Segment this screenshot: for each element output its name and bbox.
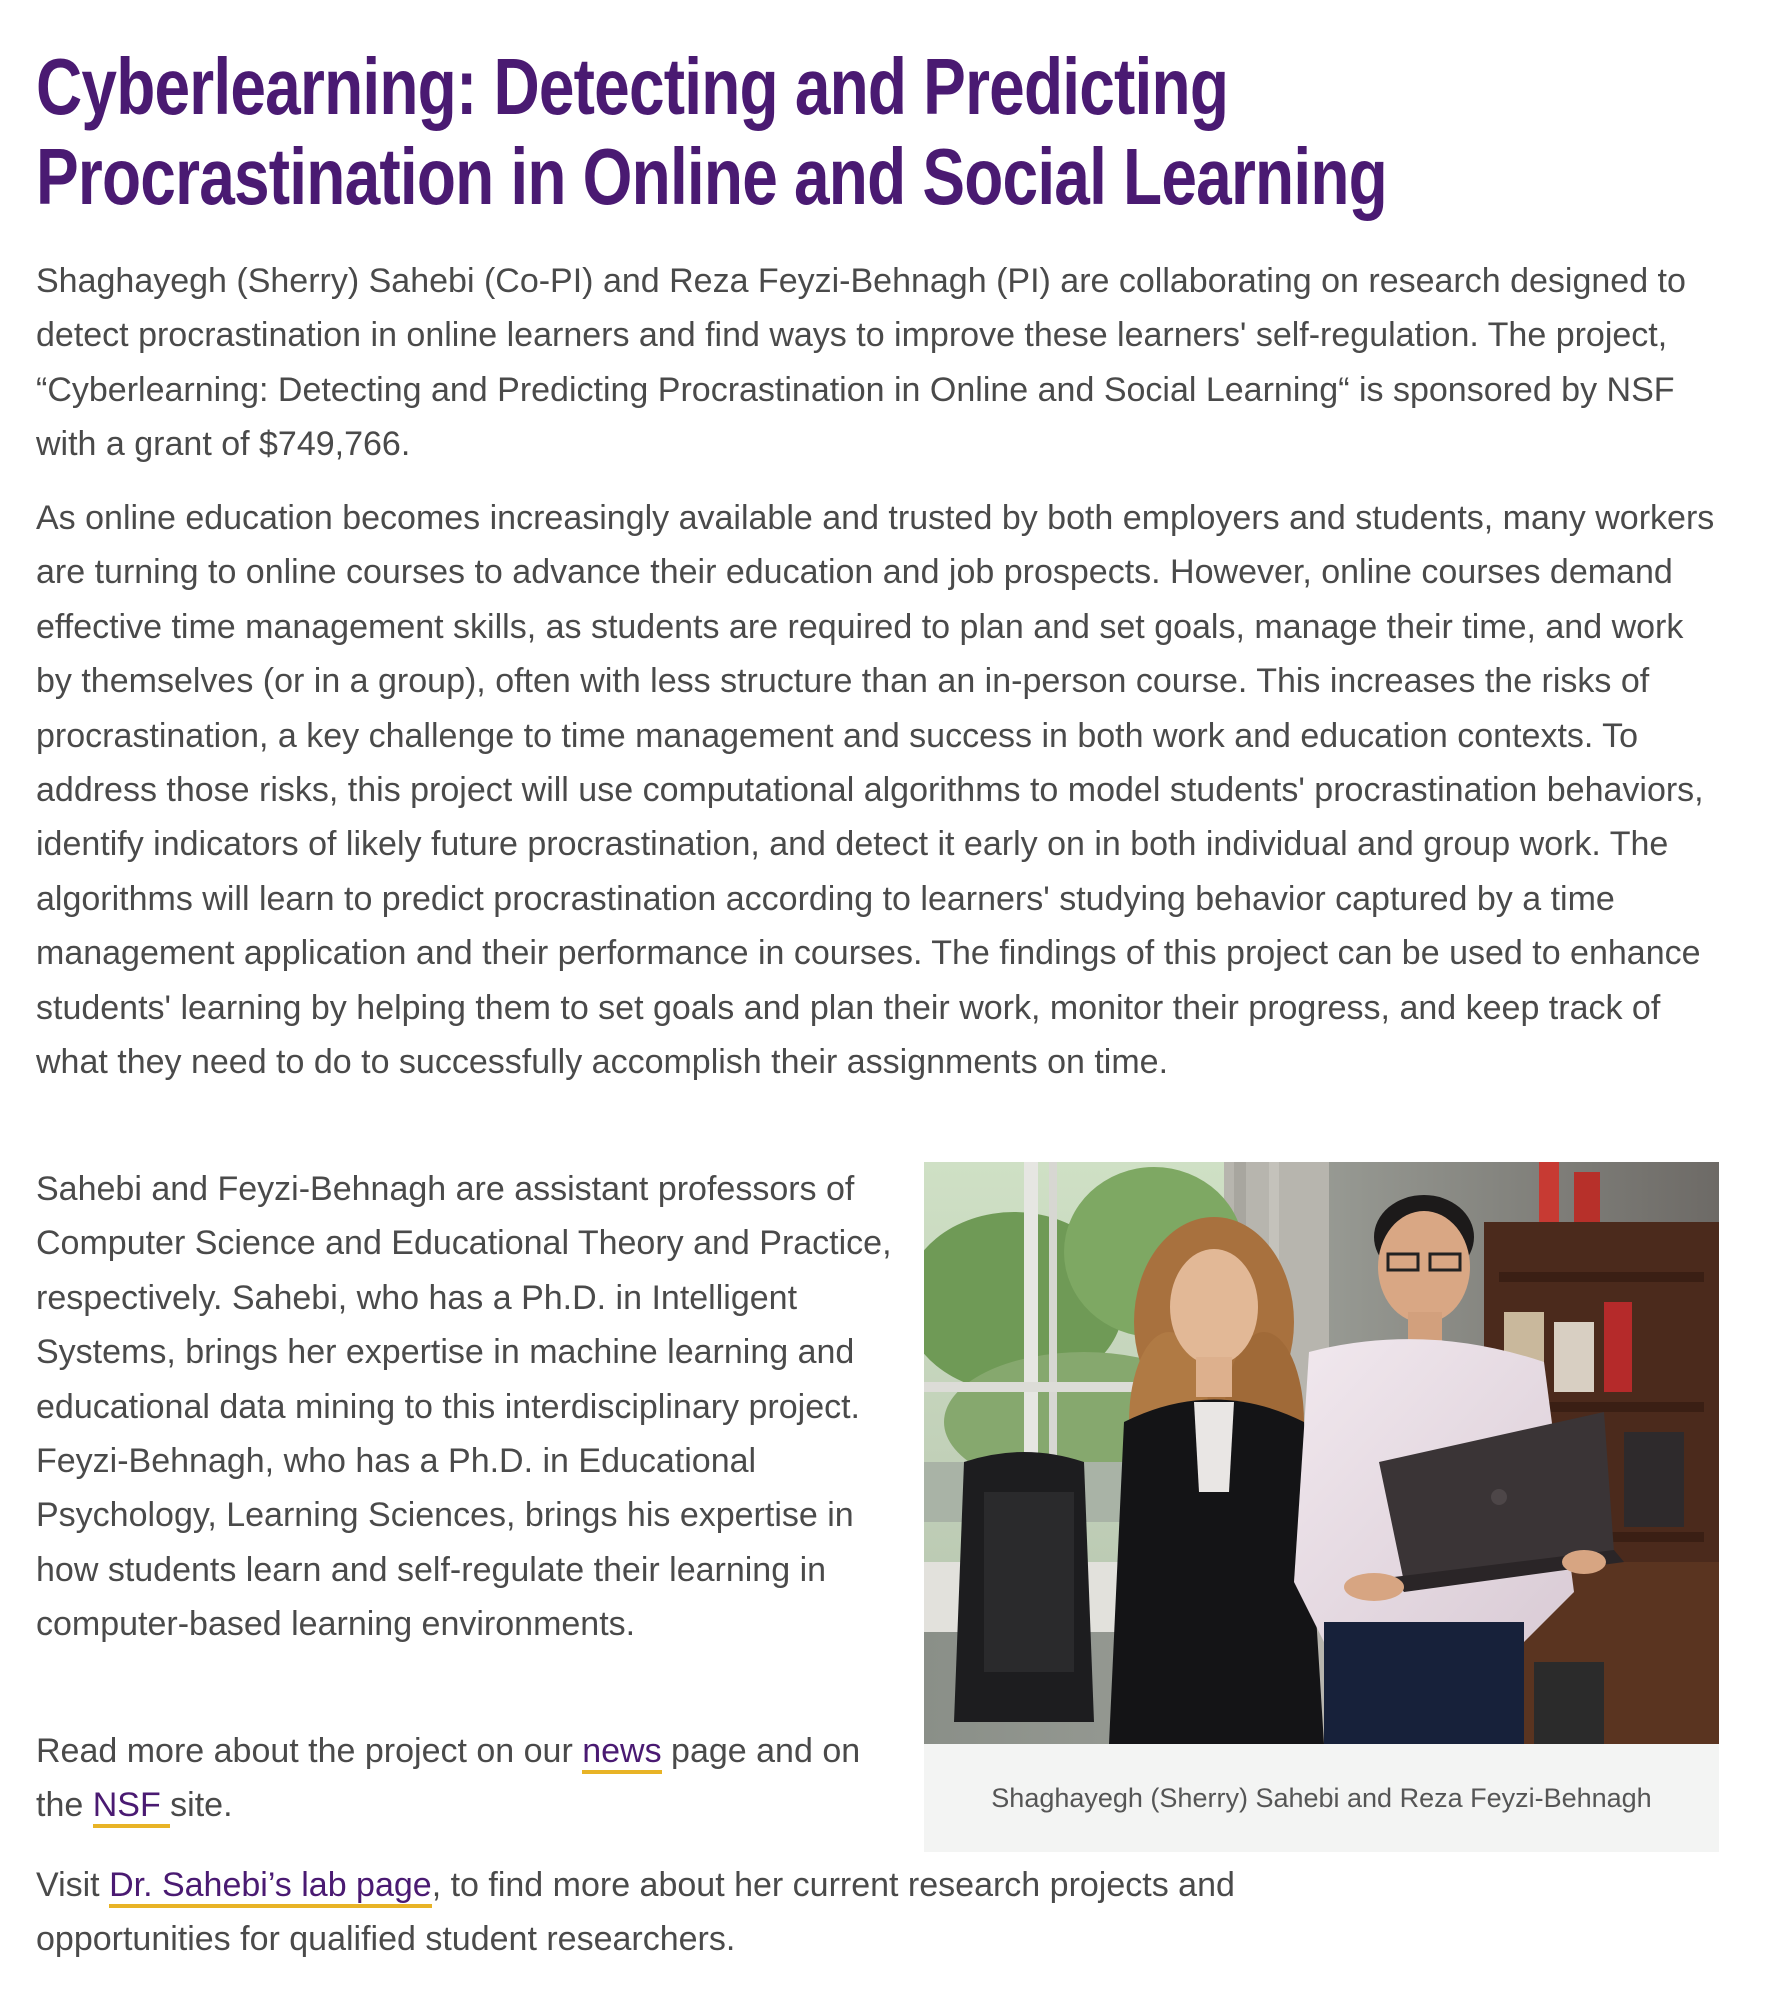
read-more-text-end: site.: [170, 1786, 233, 1825]
lab-page-paragraph: [36, 1858, 1356, 1967]
investigators-paragraph: Sahebi and Feyzi-Behnagh are assistant professors of Computer Science and Educational Theory and Practice, respectively. Sahebi, who has a Ph.D. in Intelligent Systems, brings her expertise in machine learning and educational data mining to this interdisciplinary project. Feyzi-Behnagh, who has a Ph.D. in Educational Psychology, Learning Sciences, brings his expertise in how students learn and self-regulate their learning in computer-based learning environments.: [36, 1170, 892, 1644]
lab-text-end: , to find more about her current research projects and opportunities for qualified student researchers.: [36, 1866, 1235, 1959]
article-title-line-2: Procrastination in Online and Social Learning: [36, 132, 1387, 221]
read-more-text-start: Read more about the project on our: [36, 1732, 583, 1770]
investigators-figure: [924, 1162, 1719, 1852]
nsf-link[interactable]: NSF: [93, 1786, 170, 1828]
article-title-line-1: Cyberlearning: Detecting and Predicting: [36, 42, 1229, 131]
investigators-photo: [924, 1162, 1719, 1744]
article-title: [36, 42, 1387, 222]
intro-paragraph: Shaghayegh (Sherry) Sahebi (Co-PI) and Reza Feyzi-Behnagh (PI) are collaborating on research designed to detect procrastination in online learners and find ways to improve these learners' self-regulation. The project, “Cyberlearning: Detecting and Predicting Procrastination in Online and Social Learning“ is sponsored by NSF with a grant of $749,766.: [36, 262, 1686, 464]
figure-caption: Shaghayegh (Sherry) Sahebi and Reza Feyzi-Behnagh: [991, 1783, 1652, 1813]
news-link[interactable]: news: [582, 1732, 661, 1774]
read-more-paragraph: [36, 1724, 896, 1833]
read-more-text-middle: page and on the: [36, 1732, 861, 1825]
lab-text-start: Visit: [36, 1866, 110, 1904]
background-paragraph: As online education becomes increasingly available and trusted by both employers and students, many workers are turning to online courses to advance their education and job prospects. However, online courses demand effective time management skills, as students are required to plan and set goals, manage their time, and work by themselves (or in a group), often with less structure than an in-person course. This increases the risks of procrastination, a key challenge to time management and success in both work and education contexts. To address those risks, this project will use computational algorithms to model students' procrastination behaviors, identify indicators of likely future procrastination, and detect it early on in both individual and group work. The algorithms will learn to predict procrastination according to learners' studying behavior captured by a time management application and their performance in courses. The findings of this project can be used to enhance students' learning by helping them to set goals and plan their work, monitor their progress, and keep track of what they need to do to successfully accomplish their assignments on time.: [36, 499, 1715, 1082]
lab-page-link[interactable]: Dr. Sahebi’s lab page: [109, 1866, 432, 1908]
